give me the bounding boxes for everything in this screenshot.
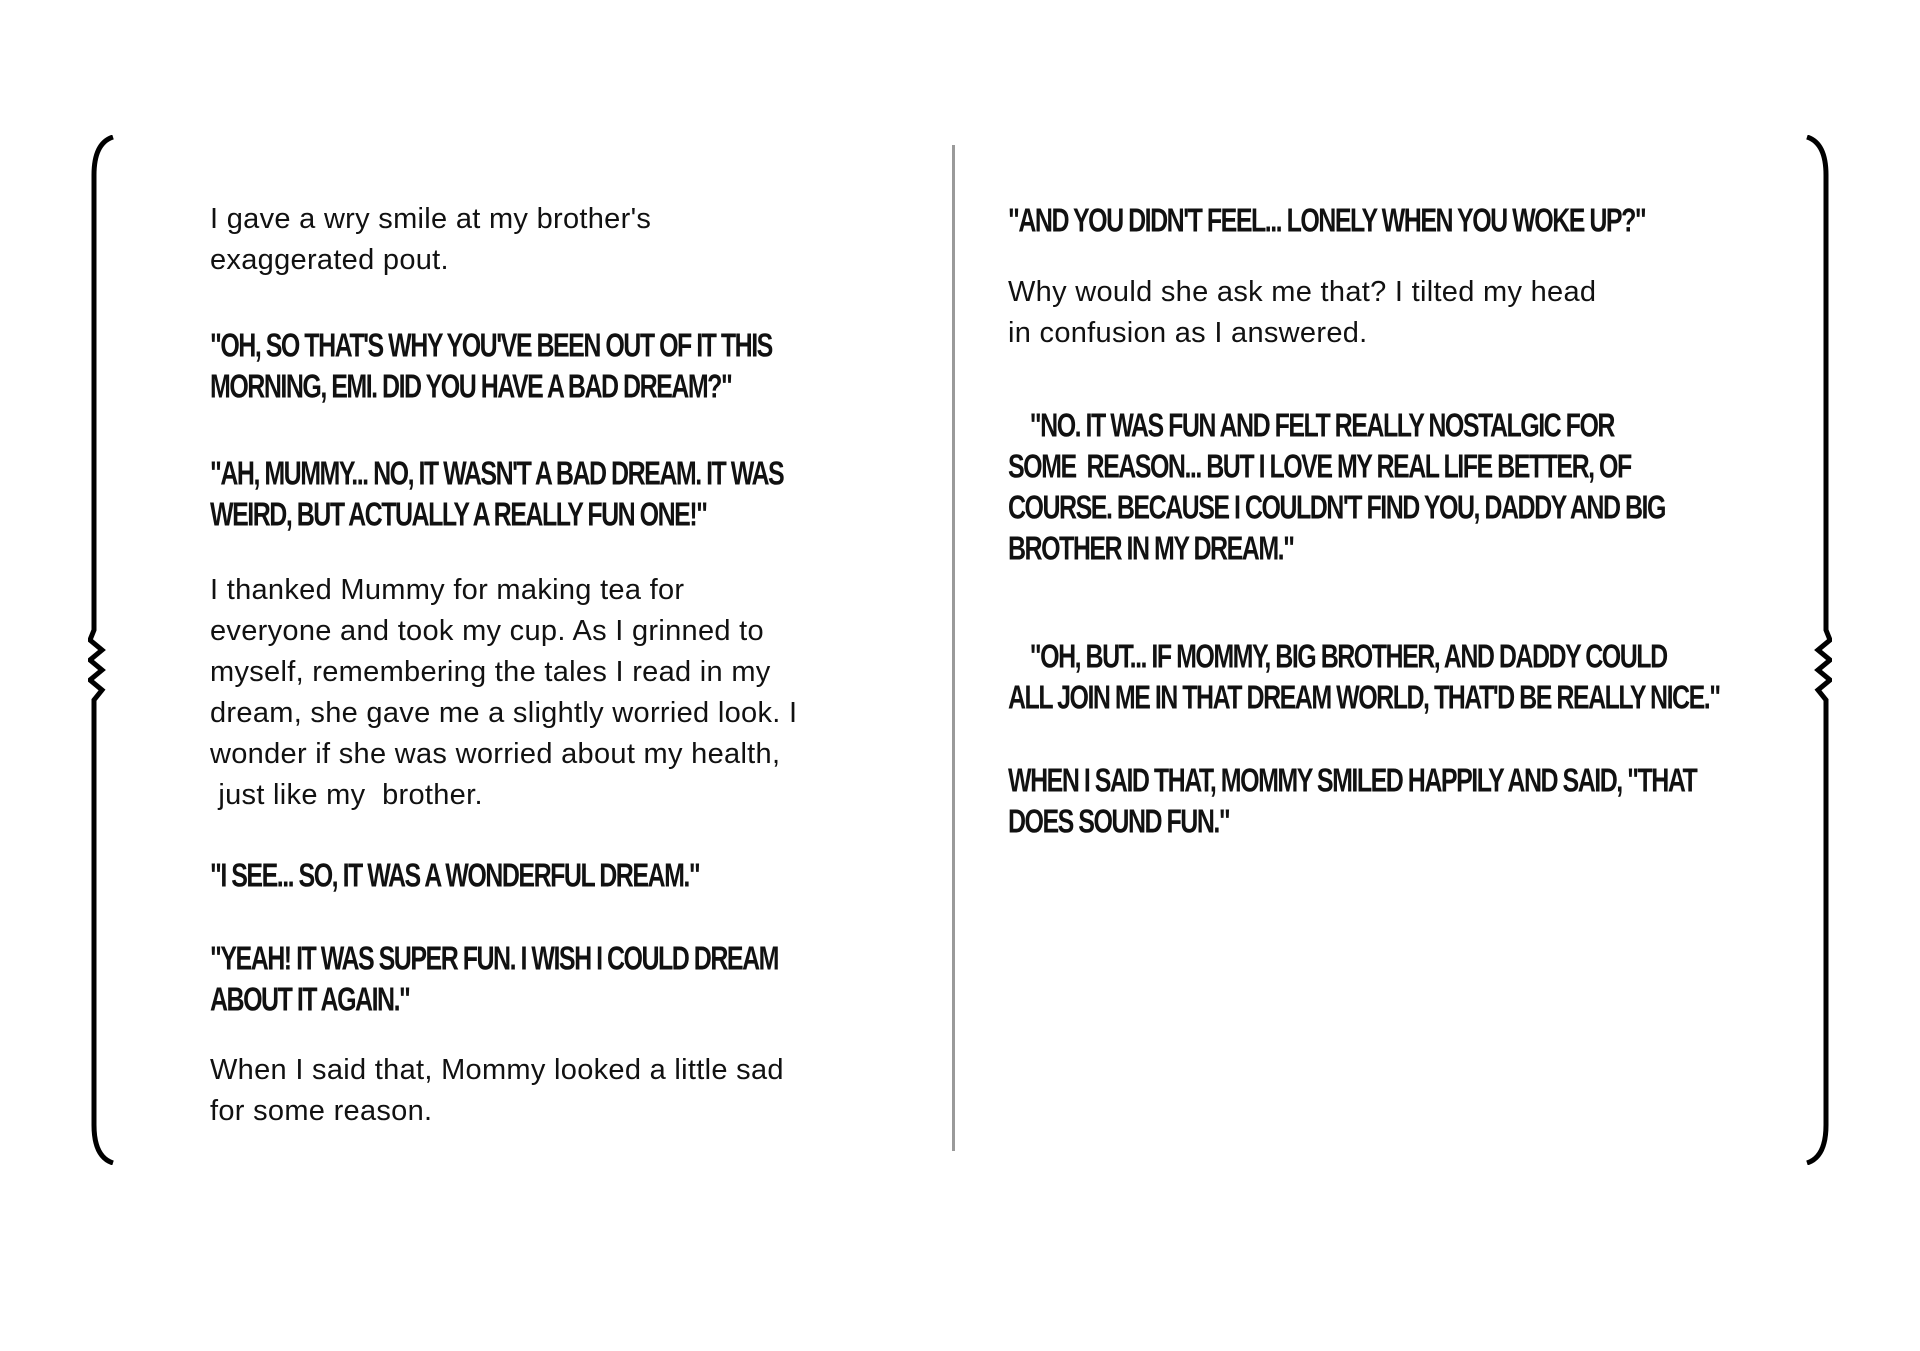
text-line: "AH, MUMMY... NO, IT WASN'T A BAD DREAM. IT WAS <box>210 454 784 493</box>
text-line: WEIRD, BUT ACTUALLY A REALLY FUN ONE!" <box>210 495 707 534</box>
left-paragraph-4 <box>210 570 797 816</box>
text-line: ABOUT IT AGAIN." <box>210 980 410 1019</box>
right-page-ornament-border <box>1802 135 1832 1165</box>
text-line: "YEAH! IT WAS SUPER FUN. I WISH I COULD DREAM <box>210 939 778 978</box>
text-line: COURSE. BECAUSE I COULDN'T FIND YOU, DADDY AND BIG <box>1008 488 1665 527</box>
text-line: "OH, BUT... IF MOMMY, BIG BROTHER, AND DADDY COULD <box>1008 637 1667 676</box>
text-line: BROTHER IN MY DREAM." <box>1008 529 1294 568</box>
page-divider <box>952 145 955 1151</box>
text-line: When I said that, Mommy looked a little sad <box>210 1054 784 1086</box>
text-line: DOES SOUND FUN." <box>1008 802 1230 841</box>
left-page-ornament-border <box>88 135 118 1165</box>
text-line: I gave a wry smile at my brother's <box>210 203 652 235</box>
text-line: dream, she gave me a slightly worried look. I <box>210 697 798 729</box>
text-line: exaggerated pout. <box>210 244 449 276</box>
right-paragraph-5 <box>1008 761 1696 843</box>
text-line: MORNING, EMI. DID YOU HAVE A BAD DREAM?" <box>210 367 732 406</box>
text-line: WHEN I SAID THAT, MOMMY SMILED HAPPILY AND SAID, "THAT <box>1008 761 1697 800</box>
left-paragraph-7 <box>210 1050 784 1132</box>
text-line: just like my brother. <box>210 779 483 811</box>
text-line: "OH, SO THAT'S WHY YOU'VE BEEN OUT OF IT THIS <box>210 326 772 365</box>
text-line: "AND YOU DIDN'T FEEL... LONELY WHEN YOU WOKE UP?" <box>1008 201 1646 240</box>
right-paragraph-1 <box>1008 201 1645 242</box>
text-line: Why would she ask me that? I tilted my head <box>1008 276 1597 308</box>
text-line: ALL JOIN ME IN THAT DREAM WORLD, THAT'D BE REALLY NICE." <box>1008 678 1720 717</box>
text-line: SOME REASON... BUT I LOVE MY REAL LIFE BETTER, OF <box>1008 447 1631 486</box>
text-line: everyone and took my cup. As I grinned to <box>210 615 764 647</box>
text-line: for some reason. <box>210 1095 433 1127</box>
right-paragraph-3 <box>1008 406 1665 570</box>
right-paragraph-4 <box>1008 637 1720 719</box>
left-paragraph-1 <box>210 199 651 281</box>
text-line: wonder if she was worried about my health, <box>210 738 781 770</box>
text-line: myself, remembering the tales I read in my <box>210 656 771 688</box>
text-line: "NO. IT WAS FUN AND FELT REALLY NOSTALGIC FOR <box>1008 406 1614 445</box>
left-paragraph-5 <box>210 856 699 897</box>
text-line: in confusion as I answered. <box>1008 317 1368 349</box>
left-paragraph-2 <box>210 326 772 408</box>
left-paragraph-3 <box>210 454 783 536</box>
right-paragraph-2 <box>1008 272 1596 354</box>
text-line: I thanked Mummy for making tea for <box>210 574 685 606</box>
left-paragraph-6 <box>210 939 778 1021</box>
text-line: "I SEE... SO, IT WAS A WONDERFUL DREAM." <box>210 856 700 895</box>
